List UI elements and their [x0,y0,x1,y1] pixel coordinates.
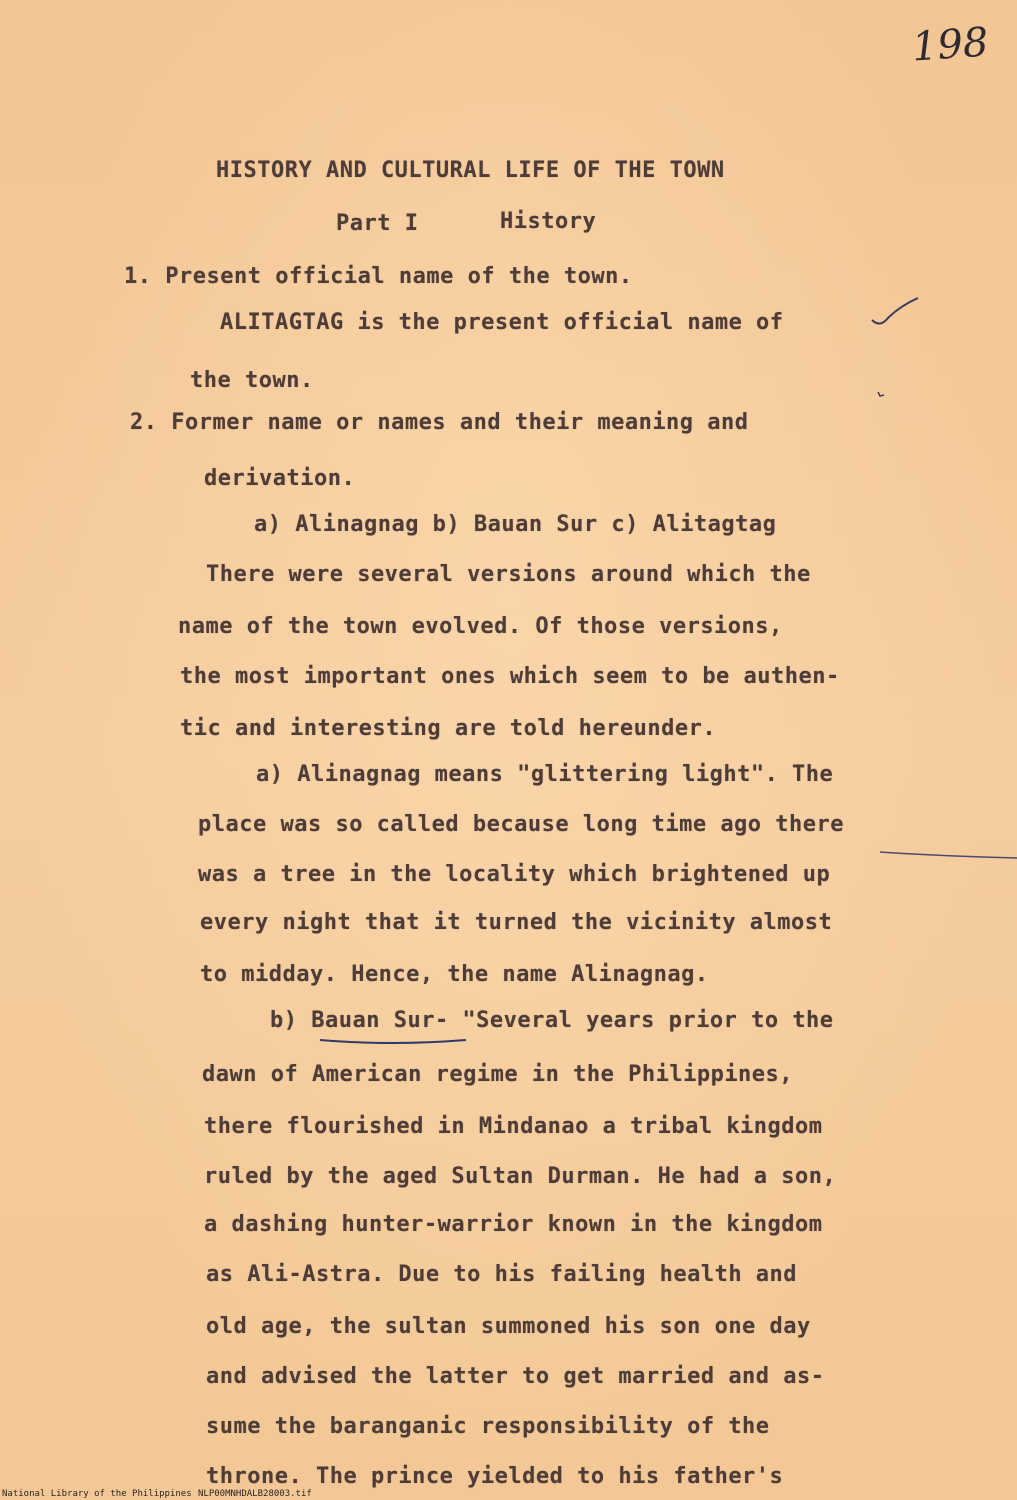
text-line: 1. Present official name of the town. [124,264,633,289]
text-line: and advised the latter to get married and as- [206,1364,825,1389]
text-line: b) Bauan Sur- "Several years prior to the [270,1008,834,1033]
text-line: a) Alinagnag b) Bauan Sur c) Alitagtag [254,512,777,537]
text-line: ALITAGTAG is the present official name of [220,310,784,335]
text-line: ruled by the aged Sultan Durman. He had a son, [204,1164,837,1189]
text-line: the most important ones which seem to be authen- [180,664,840,689]
part-name: History [500,209,597,234]
text-line: every night that it turned the vicinity almost [200,910,833,935]
text-line: 2. Former name or names and their meaning and [130,410,749,435]
text-line: place was so called because long time ago there [198,812,845,837]
part-label: Part I [336,211,419,236]
text-line: to midday. Hence, the name Alinagnag. [200,962,709,987]
text-line: the town. [190,368,314,393]
text-line: there flourished in Mindanao a tribal kingdom [204,1114,823,1139]
text-line: a) Alinagnag means "glittering light". The [256,762,834,787]
tick-mark-icon [878,392,884,396]
text-line: tic and interesting are told hereunder. [180,716,717,741]
text-line: sume the baranganic responsibility of the [206,1414,770,1439]
footer-file: NLP00MNHDALB28003.tif [198,1489,312,1499]
text-line: dawn of American regime in the Philippines, [202,1062,794,1087]
footer-library: National Library of the Philippines [2,1489,192,1499]
text-line: as Ali-Astra. Due to his failing health and [206,1262,798,1287]
underline-bauan-sur [320,1040,466,1043]
checkmark-icon [872,298,918,324]
text-line: a dashing hunter-warrior known in the kingdom [204,1212,823,1237]
text-line: old age, the sultan summoned his son one day [206,1314,811,1339]
text-line: was a tree in the locality which brightened up [198,862,831,887]
margin-underline-mark [880,852,1017,858]
text-line: name of the town evolved. Of those versions, [178,614,783,639]
text-line: throne. The prince yielded to his father's [206,1464,784,1489]
handwritten-page-number: 198 [910,19,990,71]
text-line: There were several versions around which the [206,562,811,587]
document-title: HISTORY AND CULTURAL LIFE OF THE TOWN [216,158,725,183]
text-line: derivation. [204,466,356,491]
